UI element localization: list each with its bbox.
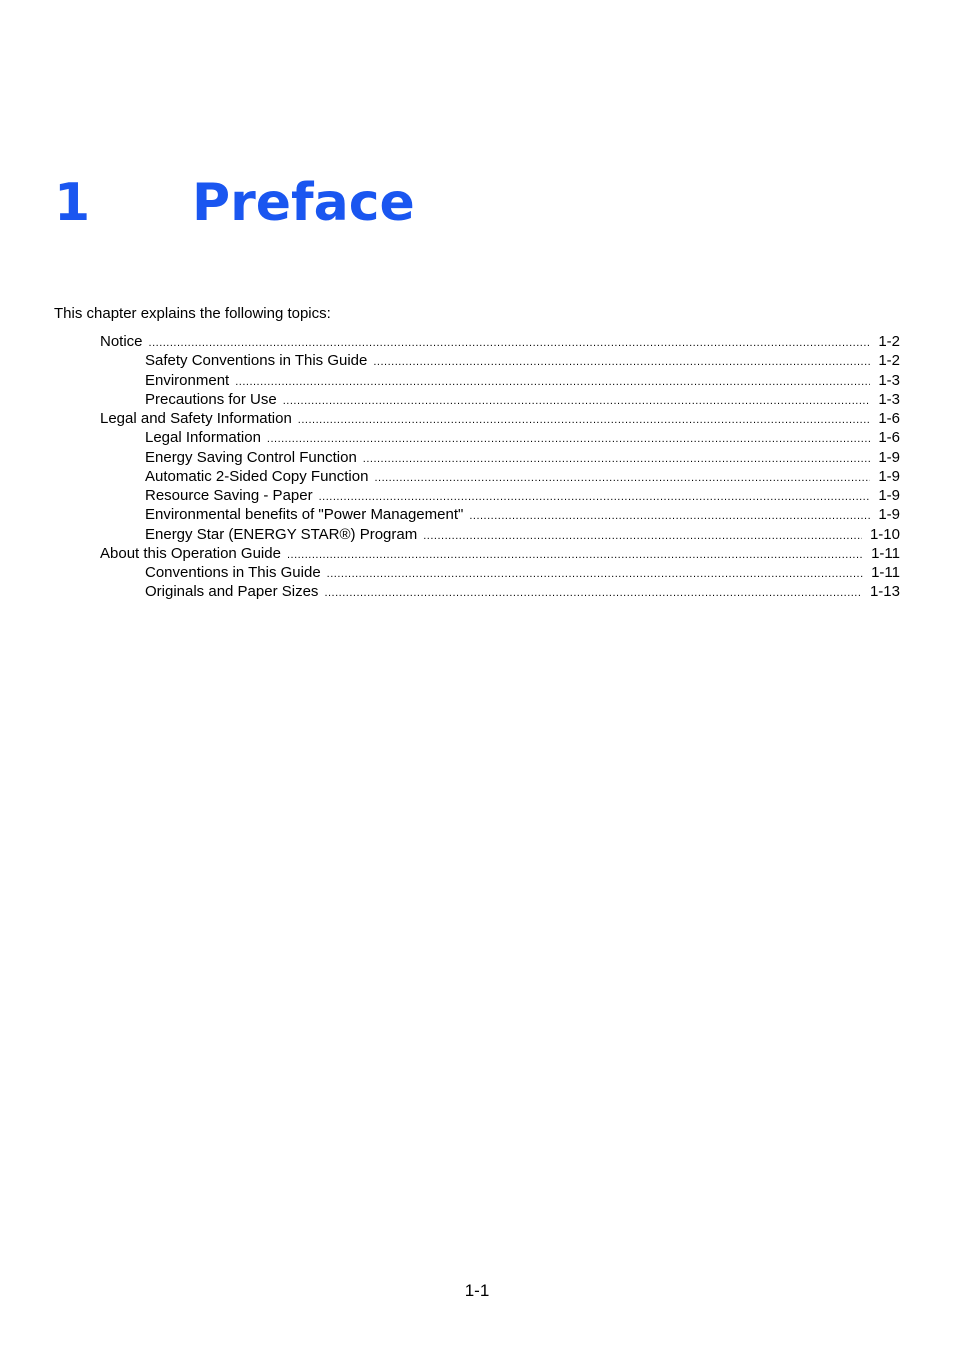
- toc-entry[interactable]: [54, 409, 900, 428]
- toc-entry[interactable]: [54, 448, 900, 467]
- toc-entry[interactable]: [54, 351, 900, 370]
- toc-entry-label: Precautions for Use: [145, 390, 277, 408]
- toc-entry-label: Environment: [145, 371, 230, 389]
- toc-dot-leader: [373, 353, 870, 370]
- toc-entry[interactable]: [54, 525, 900, 544]
- toc-dot-leader: [469, 507, 870, 524]
- toc-dot-leader: [324, 584, 862, 601]
- intro-text: This chapter explains the following topics:: [54, 305, 331, 322]
- toc-entry-page: 1-13: [869, 583, 900, 601]
- toc-entry-page: 1-11: [871, 564, 900, 581]
- toc-dot-leader: [319, 488, 871, 505]
- toc-entry-page: 1-3: [878, 390, 900, 408]
- toc-entry-page: 1-9: [878, 448, 900, 466]
- toc-entry[interactable]: [54, 332, 900, 351]
- toc-entry-label: Conventions in This Guide: [145, 564, 321, 581]
- toc-entry-page: 1-3: [878, 371, 900, 389]
- toc-entry[interactable]: [54, 563, 900, 582]
- toc-entry-label: Originals and Paper Sizes: [145, 583, 319, 601]
- toc-entry[interactable]: [54, 371, 900, 390]
- toc-entry-page: 1-9: [878, 467, 900, 485]
- page-number: 1-1: [464, 1281, 490, 1300]
- toc-entry-label: Legal and Safety Information: [100, 410, 292, 427]
- toc-entry-page: 1-2: [878, 333, 900, 350]
- toc-entry-page: 1-11: [871, 544, 900, 562]
- toc-entry-label: Resource Saving - Paper: [145, 487, 313, 504]
- toc-entry-label: Notice: [100, 333, 143, 350]
- toc-entry-page: 1-9: [878, 506, 900, 524]
- toc-dot-leader: [363, 450, 871, 467]
- toc-entry-label: Energy Star (ENERGY STAR®) Program: [145, 525, 418, 543]
- toc-entry[interactable]: [54, 486, 900, 505]
- toc-entry-page: 1-6: [878, 410, 900, 427]
- toc-dot-leader: [327, 565, 863, 582]
- toc-entry-page: 1-9: [878, 487, 900, 504]
- toc-entry-label: Energy Saving Control Function: [145, 448, 357, 466]
- toc-dot-leader: [298, 411, 871, 428]
- toc-entry[interactable]: [54, 467, 900, 486]
- toc-entry[interactable]: [54, 505, 900, 524]
- toc-dot-leader: [149, 334, 871, 351]
- toc-entry-label: About this Operation Guide: [100, 544, 281, 562]
- toc-dot-leader: [287, 546, 863, 563]
- toc-entry-label: Automatic 2-Sided Copy Function: [145, 467, 369, 485]
- toc-entry-label: Legal Information: [145, 429, 261, 447]
- chapter-number: 1: [54, 173, 91, 233]
- toc-dot-leader: [374, 469, 870, 486]
- toc-dot-leader: [235, 373, 870, 390]
- toc-dot-leader: [283, 392, 871, 409]
- toc-entry[interactable]: [54, 390, 900, 409]
- chapter-title: Preface: [192, 173, 415, 233]
- toc-entry[interactable]: [54, 544, 900, 563]
- table-of-contents: [54, 332, 900, 602]
- toc-entry-label: Safety Conventions in This Guide: [145, 352, 368, 370]
- toc-entry-page: 1-6: [878, 429, 900, 447]
- toc-dot-leader: [423, 527, 862, 544]
- toc-entry-label: Environmental benefits of "Power Management": [145, 506, 464, 524]
- toc-entry[interactable]: [54, 428, 900, 447]
- toc-entry[interactable]: [54, 582, 900, 601]
- toc-entry-page: 1-2: [878, 352, 900, 370]
- toc-dot-leader: [267, 430, 870, 447]
- toc-entry-page: 1-10: [869, 525, 900, 543]
